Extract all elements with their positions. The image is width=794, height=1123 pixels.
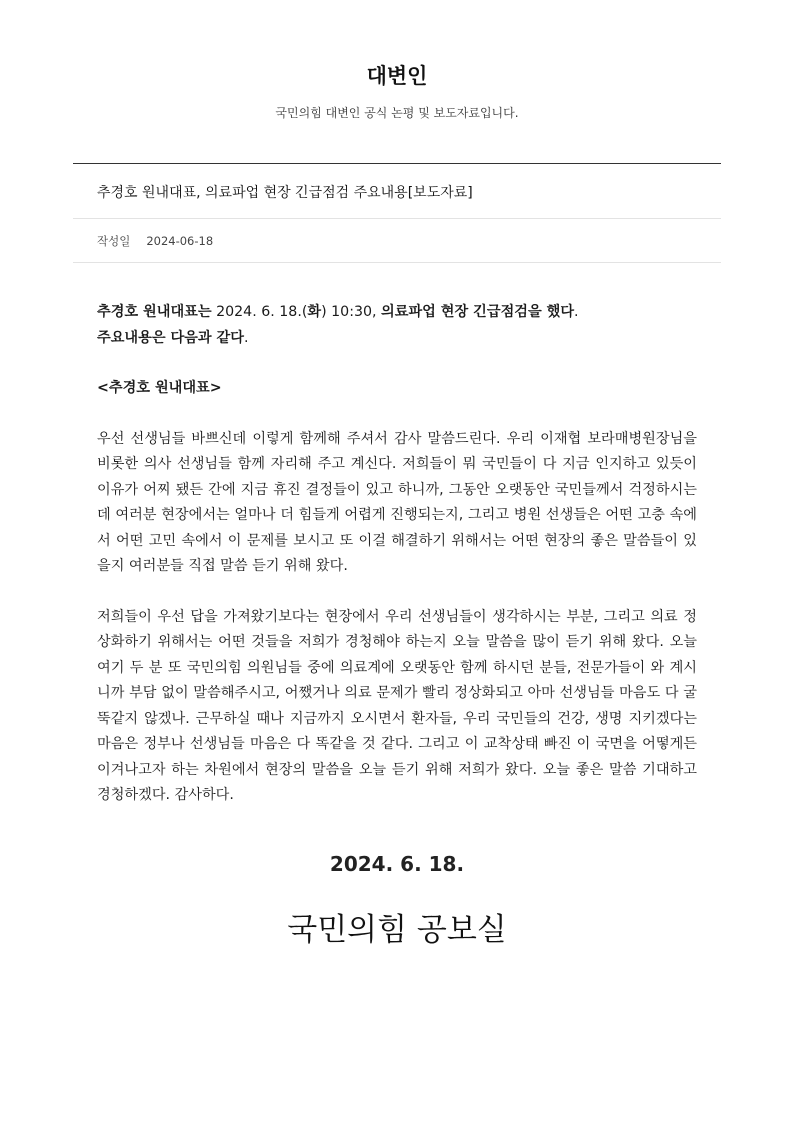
meta-date: 2024-06-18 [146,234,214,248]
site-title: 대변인 [366,64,428,88]
section-heading-text: <추경호 원내대표> [97,380,222,396]
intro-text-period: . [574,304,579,320]
title-divider [73,218,721,219]
intro-text-date: 2024. 6. 18.( [211,304,308,320]
intro-bold-event: 의료파업 현장 긴급점검을 했다 [381,304,575,320]
section-heading [97,376,697,402]
footer-date: 2024. 6. 18. [329,852,465,876]
post-title[interactable]: 추경호 원내대표, 의료파업 현장 긴급점검 주요내용[보도자료] [97,185,473,201]
intro-line [97,300,697,326]
intro-bold-day: 화 [307,304,322,320]
intro-line-2 [97,326,697,352]
post-body [97,300,697,809]
meta-label: 작성일 [97,234,131,248]
intro-bold-subject: 추경호 원내대표는 [97,304,212,320]
intro-text-time: ) 10:30, [321,304,382,320]
intro-text-period-2: . [243,329,249,346]
site-description: 국민의힘 대변인 공식 논평 및 보도자료입니다. [275,106,519,120]
header-divider [73,163,721,164]
paragraph-2: 저희들이 우선 답을 가져왔기보다는 현장에서 우리 선생님들이 생각하시는 부분, 그리고 의료 정상화하기 위해서는 어떤 것들을 저희가 경청해야 하는지 오늘 말씀을 많이 듣기 위해 왔다. 오늘 여기 두 분 또 국민의힘 의원님들 중에 의료계에 오랫동안 함께 하시던 분들, 전문가들이 와 계시니까 부담 없이 말씀해주시고, 어쨌거나 의료 문제가 빨리 정상화되고 아마 선생님들 마음도 다 굴뚝같지 않겠나. 근무하실 때나 지금까지 오시면서 환자들, 우리 국민들의 건강, 생명 지키겠다는 마음은 정부나 선생님들 마음은 다 똑같을 것 같다. 그리고 이 교착상태 빠진 이 국면을 어떻게든 이겨나고자 하는 차원에서 현장의 말씀을 오늘 듣기 위해 저희가 왔다. 오늘 좋은 말씀 기대하고 경청하겠다. 감사하다. [97,608,697,803]
post-meta [97,233,213,249]
footer-organization: 국민의힘 공보실 [287,912,507,948]
intro-bold-summary: 주요내용은 다음과 같다 [97,329,244,346]
paragraph-1: 우선 선생님들 바쁘신데 이렇게 함께해 주셔서 감사 말씀드린다. 우리 이재협 보라매병원장님을 비롯한 의사 선생님들 함께 자리해 주고 계신다. 저희들이 뭐 국민들이 다 지금 인지하고 있듯이 이유가 어찌 됐든 간에 지금 휴진 결정들이 있고 하니까, 그동안 오랫동안 국민들께서 걱정하시는데 여러분 현장에서는 얼마나 더 힘들게 어렵게 진행되는지, 그리고 병원 선생들은 어떤 고충 속에서 어떤 고민 속에서 이 문제를 보시고 또 이걸 해결하기 위해서는 어떤 현장의 좋은 말씀들이 있을지 여러분들 직접 말씀 듣기 위해 왔다. [97,430,697,574]
meta-divider [73,262,721,263]
